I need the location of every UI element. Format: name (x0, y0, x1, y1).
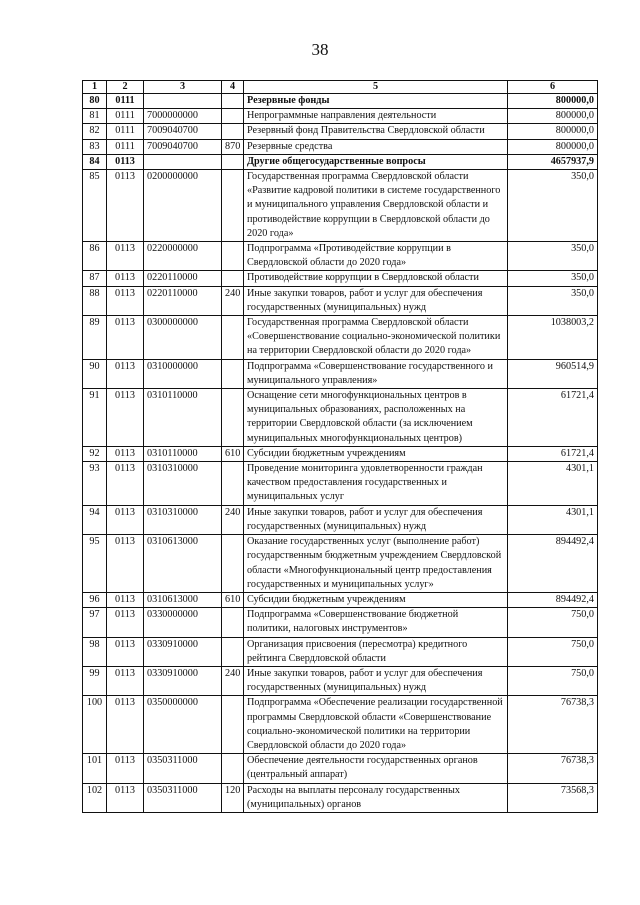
amount-cell: 750,0 (508, 637, 598, 666)
expense-type-cell: 870 (222, 139, 244, 154)
row-number-cell: 101 (83, 754, 107, 783)
table-row (83, 359, 598, 388)
row-number-cell: 89 (83, 316, 107, 360)
table-row (83, 462, 598, 506)
expense-type-cell (222, 359, 244, 388)
row-number-cell: 92 (83, 446, 107, 461)
expense-type-cell (222, 242, 244, 271)
amount-cell: 350,0 (508, 286, 598, 315)
item-name-cell: Иные закупки товаров, работ и услуг для обеспечения государственных (муниципальных) нужд (244, 505, 508, 534)
target-code-cell: 0220110000 (144, 271, 222, 286)
expense-type-cell (222, 462, 244, 506)
expense-type-cell (222, 389, 244, 447)
section-code-cell: 0111 (107, 124, 144, 139)
expense-type-cell (222, 109, 244, 124)
amount-cell: 750,0 (508, 666, 598, 695)
row-number-cell: 97 (83, 608, 107, 637)
expense-type-cell (222, 608, 244, 637)
header-cell: 3 (144, 81, 222, 94)
table-row (83, 139, 598, 154)
item-name-cell: Подпрограмма «Обеспечение реализации государственной программы Свердловской области «Совершенствование социально-экономической политики на территории Свердловской области до 2020 года» (244, 696, 508, 754)
item-name-cell: Оказание государственных услуг (выполнение работ) государственным бюджетным учреждением Свердловской области «Многофункциональный центр предоставления государственных и муниципальных услуг» (244, 535, 508, 593)
table-row (83, 170, 598, 242)
row-number-cell: 102 (83, 783, 107, 812)
section-code-cell: 0113 (107, 170, 144, 242)
section-code-cell: 0113 (107, 359, 144, 388)
table-row (83, 316, 598, 360)
target-code-cell: 0310613000 (144, 592, 222, 607)
target-code-cell: 0330000000 (144, 608, 222, 637)
row-number-cell: 91 (83, 389, 107, 447)
row-number-cell: 86 (83, 242, 107, 271)
section-code-cell: 0113 (107, 754, 144, 783)
item-name-cell: Противодействие коррупции в Свердловской области (244, 271, 508, 286)
expense-type-cell: 240 (222, 505, 244, 534)
target-code-cell: 0350311000 (144, 754, 222, 783)
item-name-cell: Подпрограмма «Совершенствование бюджетной политики, налоговых инструментов» (244, 608, 508, 637)
amount-cell: 4301,1 (508, 462, 598, 506)
expense-type-cell (222, 316, 244, 360)
target-code-cell: 0330910000 (144, 637, 222, 666)
item-name-cell: Иные закупки товаров, работ и услуг для обеспечения государственных (муниципальных) нужд (244, 666, 508, 695)
amount-cell: 61721,4 (508, 446, 598, 461)
target-code-cell: 0310310000 (144, 505, 222, 534)
row-number-cell: 98 (83, 637, 107, 666)
item-name-cell: Субсидии бюджетным учреждениям (244, 446, 508, 461)
section-code-cell: 0113 (107, 271, 144, 286)
row-number-cell: 100 (83, 696, 107, 754)
header-cell: 2 (107, 81, 144, 94)
header-cell: 1 (83, 81, 107, 94)
row-number-cell: 85 (83, 170, 107, 242)
table-body (83, 94, 598, 813)
table-row (83, 535, 598, 593)
target-code-cell: 0330910000 (144, 666, 222, 695)
table-row (83, 608, 598, 637)
header-cell: 4 (222, 81, 244, 94)
expense-type-cell (222, 271, 244, 286)
section-code-cell: 0113 (107, 154, 144, 169)
table-row (83, 592, 598, 607)
header-cell: 5 (244, 81, 508, 94)
expense-type-cell: 610 (222, 592, 244, 607)
item-name-cell: Иные закупки товаров, работ и услуг для обеспечения государственных (муниципальных) нужд (244, 286, 508, 315)
section-code-cell: 0113 (107, 592, 144, 607)
section-code-cell: 0113 (107, 783, 144, 812)
expense-type-cell: 610 (222, 446, 244, 461)
table-row (83, 754, 598, 783)
table-row (83, 696, 598, 754)
table-row (83, 124, 598, 139)
expense-type-cell (222, 94, 244, 109)
table-row (83, 154, 598, 169)
target-code-cell: 0310110000 (144, 446, 222, 461)
table-row (83, 637, 598, 666)
amount-cell: 4657937,9 (508, 154, 598, 169)
item-name-cell: Резервные фонды (244, 94, 508, 109)
expense-type-cell (222, 754, 244, 783)
section-code-cell: 0113 (107, 462, 144, 506)
section-code-cell: 0113 (107, 389, 144, 447)
item-name-cell: Субсидии бюджетным учреждениям (244, 592, 508, 607)
section-code-cell: 0113 (107, 608, 144, 637)
amount-cell: 1038003,2 (508, 316, 598, 360)
item-name-cell: Расходы на выплаты персоналу государственных (муниципальных) органов (244, 783, 508, 812)
amount-cell: 76738,3 (508, 754, 598, 783)
target-code-cell: 0310310000 (144, 462, 222, 506)
target-code-cell: 0310613000 (144, 535, 222, 593)
section-code-cell: 0113 (107, 446, 144, 461)
section-code-cell: 0111 (107, 109, 144, 124)
row-number-cell: 84 (83, 154, 107, 169)
table-row (83, 666, 598, 695)
row-number-cell: 96 (83, 592, 107, 607)
item-name-cell: Подпрограмма «Противодействие коррупции в Свердловской области до 2020 года» (244, 242, 508, 271)
row-number-cell: 90 (83, 359, 107, 388)
amount-cell: 4301,1 (508, 505, 598, 534)
header-cell: 6 (508, 81, 598, 94)
row-number-cell: 88 (83, 286, 107, 315)
target-code-cell: 0300000000 (144, 316, 222, 360)
row-number-cell: 80 (83, 94, 107, 109)
amount-cell: 350,0 (508, 242, 598, 271)
section-code-cell: 0113 (107, 505, 144, 534)
amount-cell: 894492,4 (508, 592, 598, 607)
target-code-cell: 0350000000 (144, 696, 222, 754)
expense-type-cell (222, 154, 244, 169)
table-row (83, 94, 598, 109)
target-code-cell: 7000000000 (144, 109, 222, 124)
amount-cell: 73568,3 (508, 783, 598, 812)
section-code-cell: 0113 (107, 637, 144, 666)
expense-type-cell (222, 124, 244, 139)
expense-type-cell (222, 696, 244, 754)
amount-cell: 350,0 (508, 170, 598, 242)
expense-type-cell (222, 637, 244, 666)
row-number-cell: 99 (83, 666, 107, 695)
amount-cell: 750,0 (508, 608, 598, 637)
target-code-cell: 0310000000 (144, 359, 222, 388)
item-name-cell: Государственная программа Свердловской области «Развитие кадровой политики в системе государственного и муниципального управления Свердловской области и противодействие коррупции в Свердловской области до 2020 года» (244, 170, 508, 242)
row-number-cell: 95 (83, 535, 107, 593)
table-row (83, 783, 598, 812)
table-row (83, 389, 598, 447)
item-name-cell: Оснащение сети многофункциональных центров в муниципальных образованиях, расположенных на территории Свердловской области (за исключением муниципальных многофункциональных центров) (244, 389, 508, 447)
target-code-cell: 0310110000 (144, 389, 222, 447)
expense-type-cell: 240 (222, 286, 244, 315)
amount-cell: 894492,4 (508, 535, 598, 593)
amount-cell: 800000,0 (508, 109, 598, 124)
target-code-cell: 7009040700 (144, 124, 222, 139)
section-code-cell: 0111 (107, 139, 144, 154)
amount-cell: 800000,0 (508, 139, 598, 154)
row-number-cell: 82 (83, 124, 107, 139)
item-name-cell: Государственная программа Свердловской области «Совершенствование социально-экономической политики на территории Свердловской области до 2020 года» (244, 316, 508, 360)
target-code-cell: 0220000000 (144, 242, 222, 271)
table-row (83, 446, 598, 461)
item-name-cell: Подпрограмма «Совершенствование государственного и муниципального управления» (244, 359, 508, 388)
table-row (83, 271, 598, 286)
target-code-cell (144, 154, 222, 169)
page-number: 38 (311, 40, 329, 59)
table-row (83, 505, 598, 534)
section-code-cell: 0113 (107, 242, 144, 271)
target-code-cell: 0220110000 (144, 286, 222, 315)
amount-cell: 800000,0 (508, 124, 598, 139)
section-code-cell: 0113 (107, 666, 144, 695)
table-row (83, 286, 598, 315)
row-number-cell: 83 (83, 139, 107, 154)
expense-type-cell: 120 (222, 783, 244, 812)
table-row (83, 109, 598, 124)
target-code-cell (144, 94, 222, 109)
budget-table (82, 80, 598, 813)
amount-cell: 61721,4 (508, 389, 598, 447)
expense-type-cell: 240 (222, 666, 244, 695)
amount-cell: 800000,0 (508, 94, 598, 109)
section-code-cell: 0113 (107, 535, 144, 593)
table-row (83, 242, 598, 271)
expense-type-cell (222, 170, 244, 242)
section-code-cell: 0113 (107, 286, 144, 315)
section-code-cell: 0113 (107, 696, 144, 754)
row-number-cell: 93 (83, 462, 107, 506)
amount-cell: 76738,3 (508, 696, 598, 754)
header-row (83, 81, 598, 94)
item-name-cell: Организация присвоения (пересмотра) кредитного рейтинга Свердловской области (244, 637, 508, 666)
target-code-cell: 0200000000 (144, 170, 222, 242)
row-number-cell: 94 (83, 505, 107, 534)
amount-cell: 960514,9 (508, 359, 598, 388)
item-name-cell: Обеспечение деятельности государственных органов (центральный аппарат) (244, 754, 508, 783)
target-code-cell: 7009040700 (144, 139, 222, 154)
section-code-cell: 0111 (107, 94, 144, 109)
expense-type-cell (222, 535, 244, 593)
item-name-cell: Резервный фонд Правительства Свердловской области (244, 124, 508, 139)
item-name-cell: Другие общегосударственные вопросы (244, 154, 508, 169)
section-code-cell: 0113 (107, 316, 144, 360)
row-number-cell: 81 (83, 109, 107, 124)
item-name-cell: Непрограммные направления деятельности (244, 109, 508, 124)
target-code-cell: 0350311000 (144, 783, 222, 812)
amount-cell: 350,0 (508, 271, 598, 286)
item-name-cell: Резервные средства (244, 139, 508, 154)
item-name-cell: Проведение мониторинга удовлетворенности граждан качеством предоставления государственных и муниципальных услуг (244, 462, 508, 506)
row-number-cell: 87 (83, 271, 107, 286)
